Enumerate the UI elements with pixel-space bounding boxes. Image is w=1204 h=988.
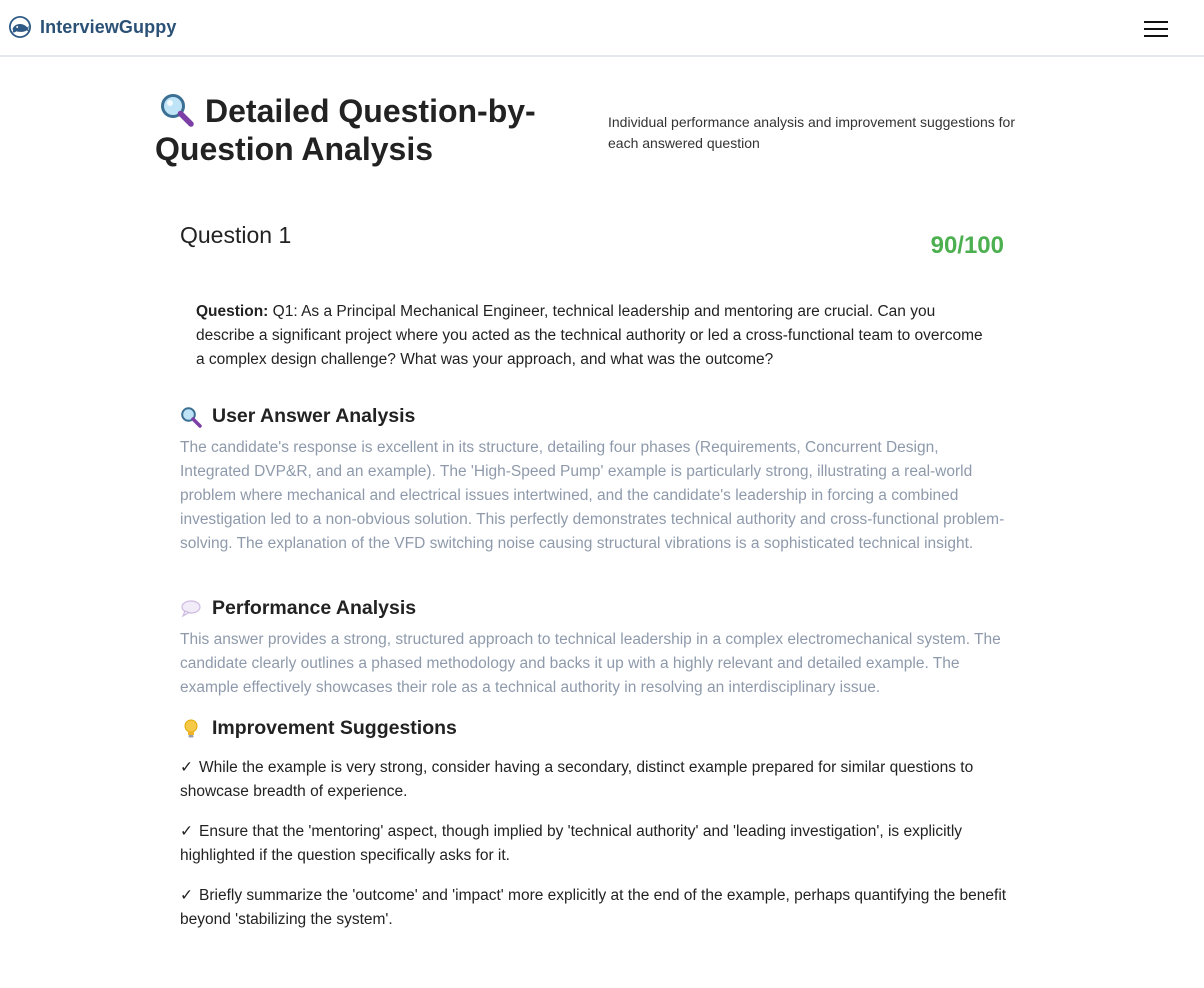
light-bulb-icon bbox=[180, 718, 202, 740]
suggestion-text: Ensure that the 'mentoring' aspect, though implied by 'technical authority' and 'leading investigation', is explicitly highlighted if the question specifically asks for it. bbox=[180, 823, 963, 864]
suggestion-text: While the example is very strong, consider having a secondary, distinct example prepared for similar questions to showcase breadth of experience. bbox=[180, 759, 974, 800]
question-number: Question 1 bbox=[180, 222, 292, 248]
check-mark-icon: ✓ bbox=[180, 823, 193, 840]
guppy-logo-icon bbox=[8, 15, 32, 39]
improvement-heading-text: Improvement Suggestions bbox=[212, 717, 457, 739]
magnifying-glass-icon bbox=[180, 406, 202, 428]
suggestion-item bbox=[180, 820, 1010, 868]
suggestion-text: Briefly summarize the 'outcome' and 'impact' more explicitly at the end of the example, perhaps quantifying the benefit beyond 'stabilizing the system'. bbox=[180, 887, 1007, 928]
question-label: Question: bbox=[196, 303, 269, 320]
check-mark-icon: ✓ bbox=[180, 759, 193, 776]
user-answer-analysis-text: The candidate's response is excellent in its structure, detailing four phases (Requirements, Concurrent Design, Integrated DVP&R, and an example). The 'High-Speed Pump' example is particularly strong, illustrating a real-world problem where mechanical and electrical issues intertwined, and the candidate's leadership in forcing a combined investigation led to a non-obvious solution. This perfectly demonstrates technical authority and cross-functional problem-solving. The explanation of the VFD switching noise causing structural vibrations is a sophisticated technical insight. bbox=[180, 439, 1005, 552]
brand-name: InterviewGuppy bbox=[40, 16, 177, 37]
page-title bbox=[155, 92, 575, 168]
suggestion-item bbox=[180, 756, 1010, 804]
question-text: Q1: As a Principal Mechanical Engineer, technical leadership and mentoring are crucial. Can you describe a significant project where you acted as the technical authority or led a cross-functional team to overcome a complex design challenge? What was your approach, and what was the outcome? bbox=[196, 303, 983, 368]
improvement-heading bbox=[180, 717, 457, 740]
performance-analysis-text: This answer provides a strong, structured approach to technical leadership in a complex electromechanical system. The candidate clearly outlines a phased methodology and backs it up with a highly relevant and detailed example. The example effectively showcases their role as a technical authority in resolving an interdisciplinary issue. bbox=[180, 631, 1001, 696]
question-text-block bbox=[196, 300, 986, 372]
check-mark-icon: ✓ bbox=[180, 887, 193, 904]
user-answer-heading-text: User Answer Analysis bbox=[212, 405, 416, 427]
hamburger-menu-icon[interactable] bbox=[1140, 17, 1172, 41]
section-header bbox=[155, 92, 1035, 172]
brand-link[interactable] bbox=[8, 15, 176, 39]
performance-heading-text: Performance Analysis bbox=[212, 597, 417, 619]
page-subtitle: Individual performance analysis and improvement suggestions for each answered question bbox=[608, 114, 1015, 151]
speech-bubble-icon bbox=[180, 598, 202, 620]
magnifying-glass-icon bbox=[159, 92, 195, 128]
suggestion-item bbox=[180, 884, 1010, 932]
user-answer-heading bbox=[180, 405, 415, 428]
top-navbar bbox=[0, 0, 1204, 57]
performance-heading bbox=[180, 597, 416, 620]
page-title-text: Detailed Question-by-Question Analysis bbox=[155, 93, 536, 167]
question-score: 90/100 bbox=[930, 232, 1004, 259]
